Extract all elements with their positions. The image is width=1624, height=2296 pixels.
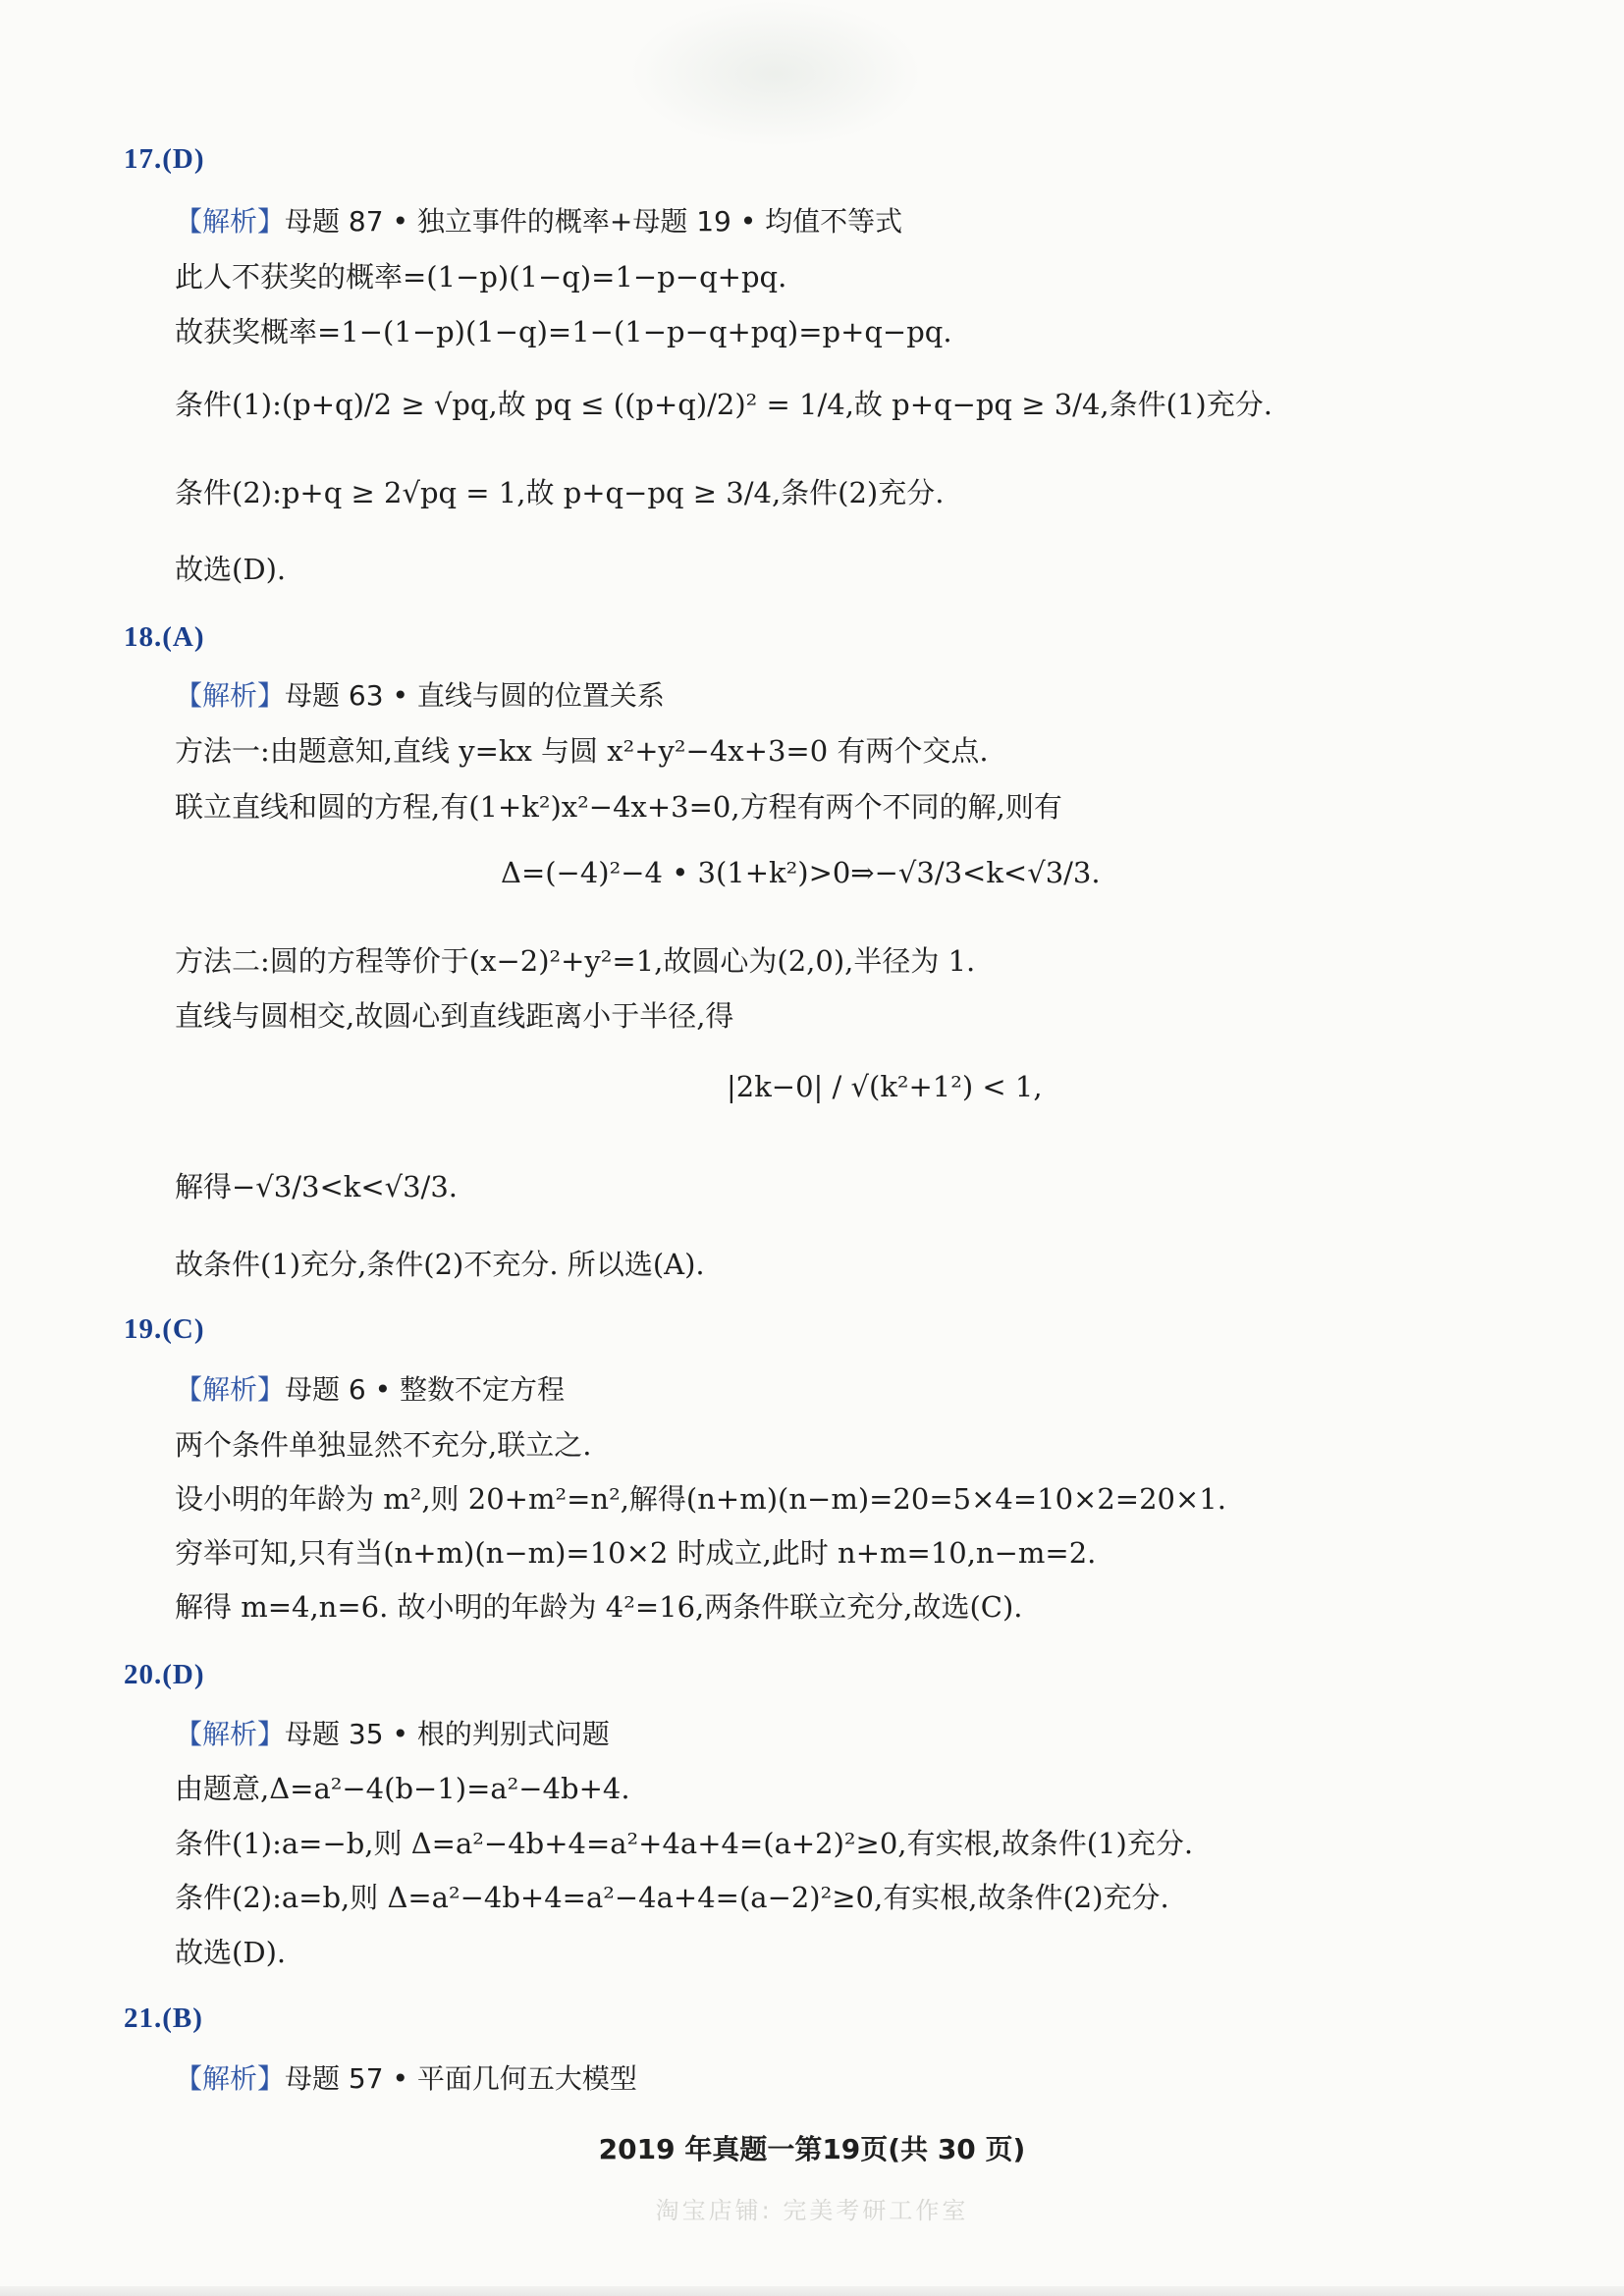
analysis-tag: 【解析】 (175, 205, 286, 238)
solution-line: 故选(D). (175, 553, 287, 586)
topic-title: 母题 63 • 直线与圆的位置关系 (285, 679, 665, 712)
solution-line: 条件(1):(p+q)/2 ≥ √pq,故 pq ≤ ((p+q)/2)² = 1/4,故 p+q−pq ≥ 3/4,条件(1)充分. (175, 388, 1272, 421)
analysis-tag: 【解析】 (175, 1718, 286, 1750)
solution-line: 由题意,Δ=a²−4(b−1)=a²−4b+4. (175, 1772, 630, 1805)
solution-line: 条件(2):p+q ≥ 2√pq = 1,故 p+q−pq ≥ 3/4,条件(2)充分. (175, 476, 945, 509)
equation: |2k−0| / √(k²+1²) < 1, (727, 1070, 1043, 1103)
solution-line: 故条件(1)充分,条件(2)不充分. 所以选(A). (175, 1248, 705, 1281)
solution-line: 直线与圆相交,故圆心到直线距离小于半径,得 (175, 999, 734, 1033)
analysis-heading (175, 1713, 610, 1752)
solution-line: 方法二:圆的方程等价于(x−2)²+y²=1,故圆心为(2,0),半径为 1. (175, 944, 976, 978)
problem-number: 21.(B) (124, 2002, 203, 2034)
solution-line: 解得−√3/3<k<√3/3. (175, 1170, 458, 1203)
solution-line: 故获奖概率=1−(1−p)(1−q)=1−(1−p−q+pq)=p+q−pq. (175, 315, 952, 348)
analysis-tag: 【解析】 (175, 1373, 286, 1406)
analysis-heading (175, 1368, 565, 1408)
watermark: 淘宝店铺: 完美考研工作室 (655, 2197, 969, 2224)
solution-line: 故选(D). (175, 1936, 287, 1969)
solution-line: 设小明的年龄为 m²,则 20+m²=n²,解得(n+m)(n−m)=20=5×4=10×2=20×1. (175, 1482, 1226, 1516)
problem-number: 17.(D) (124, 143, 205, 175)
analysis-heading (175, 200, 902, 240)
analysis-tag: 【解析】 (175, 679, 286, 712)
page-footer: 2019 年真题一第19页(共 30 页) (598, 2133, 1026, 2165)
analysis-tag: 【解析】 (175, 2062, 286, 2095)
solution-line: 解得 m=4,n=6. 故小明的年龄为 4²=16,两条件联立充分,故选(C). (175, 1590, 1023, 1624)
analysis-heading (175, 2057, 637, 2097)
solution-line: 方法一:由题意知,直线 y=kx 与圆 x²+y²−4x+3=0 有两个交点. (175, 734, 989, 768)
scan-edge (0, 2286, 1624, 2296)
problem-number: 19.(C) (124, 1313, 205, 1345)
solution-line: 联立直线和圆的方程,有(1+k²)x²−4x+3=0,方程有两个不同的解,则有 (175, 790, 1062, 824)
problem-number: 18.(A) (124, 621, 205, 653)
solution-line: 此人不获奖的概率=(1−p)(1−q)=1−p−q+pq. (175, 260, 787, 294)
topic-title: 母题 57 • 平面几何五大模型 (285, 2062, 637, 2095)
equation: Δ=(−4)²−4 • 3(1+k²)>0⇒−√3/3<k<√3/3. (501, 856, 1101, 889)
problem-number: 20.(D) (124, 1659, 205, 1690)
analysis-heading (175, 674, 665, 714)
solution-line: 穷举可知,只有当(n+m)(n−m)=10×2 时成立,此时 n+m=10,n−m=2. (175, 1536, 1097, 1570)
scan-smudge (628, 0, 923, 147)
topic-title: 母题 35 • 根的判别式问题 (285, 1718, 610, 1750)
solution-line: 条件(1):a=−b,则 Δ=a²−4b+4=a²+4a+4=(a+2)²≥0,有实根,故条件(1)充分. (175, 1827, 1194, 1860)
topic-title: 母题 87 • 独立事件的概率+母题 19 • 均值不等式 (285, 205, 903, 238)
solution-line: 条件(2):a=b,则 Δ=a²−4b+4=a²−4a+4=(a−2)²≥0,有实根,故条件(2)充分. (175, 1881, 1169, 1914)
topic-title: 母题 6 • 整数不定方程 (285, 1373, 566, 1406)
solution-line: 两个条件单独显然不充分,联立之. (175, 1428, 592, 1462)
